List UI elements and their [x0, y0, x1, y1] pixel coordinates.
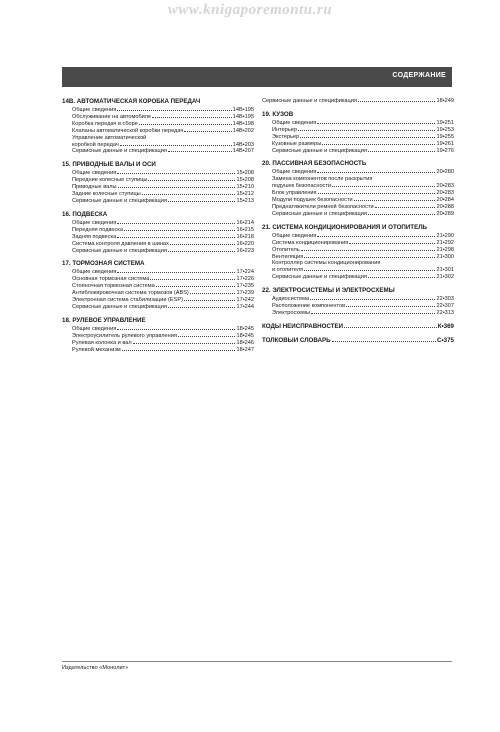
toc-entry-title: Сервисные данные и спецификация: [72, 247, 167, 254]
dot-leader: [349, 243, 435, 244]
dot-leader: [150, 279, 235, 280]
toc-entry[interactable]: [62, 142, 254, 149]
toc-header-bar: [62, 67, 452, 87]
dot-leader: [375, 207, 436, 208]
toc-entry[interactable]: [62, 220, 254, 227]
toc-entry-title: Расположение компонентов: [272, 303, 346, 310]
section-title: 22. ЭЛЕКТРОСИСТЕМЫ И ЭЛЕКТРОСХЕМЫ: [262, 287, 395, 295]
toc-entry-title: Приводные валы: [72, 184, 117, 191]
toc-page-number: 18•249: [436, 98, 454, 104]
toc-entry-title: Передние колесные ступицы: [72, 177, 148, 184]
toc-entry-title: Общие сведения: [72, 269, 117, 276]
dot-leader: [311, 313, 435, 314]
toc-entry-title: Сервисные данные и спецификация: [262, 98, 357, 104]
toc-page-number: 21•302: [436, 274, 454, 281]
dot-leader: [152, 117, 232, 118]
toc-entry[interactable]: [62, 170, 254, 177]
dot-leader: [358, 101, 436, 102]
toc-entry[interactable]: [62, 347, 254, 354]
toc-entry-title: Электросхемы: [272, 309, 311, 316]
toc-entry-title: Сервисные данные и спецификация: [72, 148, 167, 155]
toc-entry-title: Коробка передач в сборе: [72, 120, 138, 127]
toc-page-number: 15•210: [236, 184, 254, 191]
toc-entry[interactable]: [62, 333, 254, 340]
dot-leader: [304, 270, 435, 271]
toc-entry-title: Клапаны автоматической коробки передач: [72, 127, 184, 134]
toc-entry-title: подушек безопасности: [272, 183, 332, 190]
toc-entry-title: Рулевой механизм: [72, 346, 121, 353]
toc-entry[interactable]: [62, 340, 254, 347]
toc-entry[interactable]: [262, 247, 454, 254]
toc-entry[interactable]: [262, 323, 454, 331]
toc-entry[interactable]: [62, 276, 254, 283]
toc-page-number: 14В•195: [232, 113, 254, 120]
toc-entry[interactable]: [262, 267, 454, 274]
toc-entry-title: Задние колесные ступицы: [72, 191, 141, 198]
toc-entry[interactable]: [262, 240, 454, 247]
toc-page-number: 14В•203: [232, 141, 254, 148]
toc-entry-title: Кузовные размеры: [272, 140, 322, 147]
dot-leader: [346, 306, 435, 307]
dot-leader: [133, 343, 236, 344]
toc-page-number: 20•284: [436, 197, 454, 204]
dot-leader: [168, 151, 232, 152]
toc-entry-title: Модули подушек безопасности: [272, 197, 353, 204]
toc-entry-title: Стояночная тормозная система: [72, 283, 155, 290]
section-title: 18. РУЛЕВОЕ УПРАВЛЕНИЕ: [62, 316, 146, 324]
toc-page-number: 17•239: [236, 290, 254, 297]
toc-page-number: 15•212: [236, 191, 254, 198]
section-title: 14В. АВТОМАТИЧЕСКАЯ КОРОБКА ПЕРЕДАЧ: [62, 98, 201, 105]
dot-leader: [168, 201, 236, 202]
dot-leader: [344, 327, 437, 328]
toc-entry-title: Блок управления: [272, 190, 317, 197]
toc-page-number: 18•246: [236, 339, 254, 346]
toc-entry[interactable]: [62, 184, 254, 191]
dot-leader: [300, 137, 435, 138]
toc-section: [262, 287, 454, 317]
section-title: 17. ТОРМОЗНАЯ СИСТЕМА: [62, 260, 145, 268]
toc-left-column: [62, 98, 254, 359]
toc-entry-text: Контроллер системы кондиционирования: [272, 260, 381, 267]
toc-page-number: 14В•207: [232, 148, 254, 155]
toc-page-number: 17•226: [236, 276, 254, 283]
dot-leader: [304, 257, 435, 258]
toc-entry[interactable]: [62, 269, 254, 276]
dot-leader: [317, 172, 435, 173]
toc-entry-title: Общие сведения: [72, 325, 117, 332]
toc-entry-title: Сервисные данные и спецификация: [272, 147, 367, 154]
toc-entry[interactable]: [262, 134, 454, 141]
toc-page-number: 20•289: [436, 210, 454, 217]
toc-page-number: 15•208: [236, 177, 254, 184]
toc-page-number: 18•245: [236, 332, 254, 339]
dot-leader: [310, 299, 435, 300]
toc-entry[interactable]: [262, 190, 454, 197]
toc-page-number: 16•220: [236, 240, 254, 247]
toc-entry[interactable]: [62, 128, 254, 135]
toc-entry-title: Общие сведения: [72, 107, 117, 113]
toc-entry[interactable]: [62, 241, 254, 248]
dot-leader: [168, 251, 236, 252]
toc-entry[interactable]: [262, 254, 454, 261]
toc-entry[interactable]: [262, 148, 454, 155]
toc-section: [62, 211, 254, 255]
toc-entry[interactable]: [62, 304, 254, 311]
toc-section: [262, 98, 454, 105]
dot-leader: [184, 300, 236, 301]
toc-entry[interactable]: [262, 120, 454, 127]
toc-page-number: 22•313: [436, 309, 454, 316]
footer-divider: [62, 661, 452, 662]
toc-page-number: 19•255: [436, 133, 454, 140]
toc-entry[interactable]: [62, 191, 254, 198]
toc-entry-text: Управление автоматической: [72, 134, 147, 141]
toc-page-number: 14В•202: [232, 127, 254, 134]
toc-page-number: 21•298: [436, 246, 454, 253]
toc-entry[interactable]: [62, 148, 254, 155]
toc-entry-title: Электронная система стабилизации (ESP): [72, 297, 183, 304]
dot-leader: [332, 341, 436, 342]
toc-entry-title: Задняя подвеска: [72, 233, 117, 240]
section-title: 15. ПРИВОДНЫЕ ВАЛЫ И ОСИ: [62, 161, 156, 169]
toc-entry[interactable]: [262, 197, 454, 204]
toc-entry-title: Вентиляция: [272, 253, 304, 260]
dot-leader: [122, 350, 236, 351]
dot-leader: [170, 244, 236, 245]
dot-leader: [124, 230, 236, 231]
toc-page-number: 16•223: [236, 247, 254, 254]
toc-entry-title: Антиблокировочная система тормозов (ABS): [72, 290, 189, 297]
toc-entry-title: Интерьер: [272, 126, 297, 133]
toc-section: [62, 161, 254, 205]
toc-entry-title: Сервисные данные и спецификация: [72, 197, 167, 204]
toc-entry-title: Сервисные данные и спецификация: [272, 210, 367, 217]
toc-right-column: [262, 98, 454, 351]
toc-page-number: 18•245: [236, 325, 254, 332]
toc-entry[interactable]: [62, 227, 254, 234]
toc-entry-title: Экстерьер: [272, 133, 300, 140]
dot-leader: [318, 193, 436, 194]
toc-page-number: 21•301: [436, 267, 454, 274]
toc-page-number: К•369: [437, 322, 454, 330]
toc-page-number: 19•261: [436, 140, 454, 147]
toc-page-number: 15•213: [236, 197, 254, 204]
dot-leader: [368, 277, 436, 278]
toc-page-number: 17•224: [236, 269, 254, 276]
toc-page-number: 21•300: [436, 253, 454, 260]
dot-leader: [317, 236, 435, 237]
toc-entry[interactable]: [262, 141, 454, 148]
toc-page-number: 19•276: [436, 147, 454, 154]
toc-entry[interactable]: [262, 183, 454, 190]
toc-section: [262, 160, 454, 217]
toc-page-number: 20•288: [436, 203, 454, 210]
dot-leader: [117, 237, 235, 238]
toc-entry-title: КОДЫ НЕИСПРАВНОСТЕЙ: [262, 322, 344, 330]
toc-section: [62, 260, 254, 310]
dot-leader: [139, 124, 232, 125]
toc-entry[interactable]: [62, 114, 254, 121]
toc-page-number: 16•218: [236, 233, 254, 240]
dot-leader: [156, 286, 236, 287]
dot-leader: [354, 200, 436, 201]
dot-leader: [120, 145, 232, 146]
toc-section: [262, 323, 454, 331]
toc-entry[interactable]: [262, 303, 454, 310]
toc-entry[interactable]: [262, 98, 454, 105]
toc-entry[interactable]: [262, 127, 454, 134]
publisher-footer: Издательство «Монолит»: [62, 665, 129, 671]
toc-entry[interactable]: [262, 233, 454, 240]
dot-leader: [368, 151, 436, 152]
toc-entry-title: Общие сведения: [72, 219, 117, 226]
dot-leader: [368, 214, 436, 215]
toc-entry[interactable]: [62, 248, 254, 255]
toc-entry-title: Система кондиционирования: [272, 239, 349, 246]
toc-entry-title: Передняя подвеска: [72, 226, 123, 233]
toc-page-number: 17•244: [236, 303, 254, 310]
toc-section: [262, 224, 454, 281]
section-title: 19. КУЗОВ: [262, 110, 294, 118]
toc-page-number: 14В•198: [232, 120, 254, 127]
toc-page-number: 17•235: [236, 283, 254, 290]
toc-entry[interactable]: [262, 211, 454, 218]
dot-leader: [332, 186, 435, 187]
toc-entry[interactable]: [62, 177, 254, 184]
toc-entry[interactable]: [262, 274, 454, 281]
toc-entry[interactable]: [262, 296, 454, 303]
toc-entry-title: Основная тормозная система: [72, 276, 150, 283]
toc-entry-title: Рулевая колонка и вал: [72, 339, 132, 346]
toc-page-number: 16•214: [236, 219, 254, 226]
toc-page-number: 22•303: [436, 296, 454, 303]
toc-section: [62, 98, 254, 155]
dot-leader: [301, 250, 436, 251]
toc-entry-title: Электроусилитель рулевого управления: [72, 332, 177, 339]
toc-entry[interactable]: [62, 198, 254, 205]
section-title: 16. ПОДВЕСКА: [62, 210, 108, 218]
toc-entry-title: Общие сведения: [72, 170, 117, 177]
toc-entry-title: Общие сведения: [272, 232, 317, 239]
toc-entry[interactable]: [62, 234, 254, 241]
toc-entry-title: коробкой передач: [72, 141, 119, 148]
toc-entry-title: Аудиосистема: [272, 296, 310, 303]
toc-entry-title: и отопителя: [272, 267, 304, 274]
toc-page-number: 19•251: [436, 119, 454, 126]
toc-page-number: 18•247: [236, 346, 254, 353]
dot-leader: [322, 144, 435, 145]
toc-page-number: 17•242: [236, 297, 254, 304]
section-title: 21. СИСТЕМА КОНДИЦИОНИРОВАНИЯ И ОТОПИТЕЛЬ: [262, 223, 427, 231]
toc-entry[interactable]: [262, 169, 454, 176]
toc-page-number: 19•253: [436, 126, 454, 133]
toc-entry[interactable]: [262, 310, 454, 317]
toc-entry-title: Общие сведения: [272, 169, 317, 176]
toc-page-number: 22•307: [436, 303, 454, 310]
toc-page-number: 20•280: [436, 169, 454, 176]
toc-entry-title: Отопитель: [272, 246, 300, 253]
dot-leader: [117, 110, 231, 111]
toc-entry[interactable]: [62, 107, 254, 114]
dot-leader: [178, 336, 236, 337]
toc-entry[interactable]: [62, 121, 254, 128]
dot-leader: [117, 272, 235, 273]
toc-entry-title: Общие сведения: [272, 119, 317, 126]
toc-page-number: С•375: [437, 336, 454, 344]
toc-page-number: 21•290: [436, 232, 454, 239]
toc-entry-title: Преднатяжители ремней безопасности: [272, 203, 374, 210]
toc-entry-title: Обслуживание на автомобиле: [72, 113, 152, 120]
toc-entry-title: ТОЛКОВЫЙ СЛОВАРЬ: [262, 336, 331, 344]
toc-entry[interactable]: [262, 204, 454, 211]
toc-entry[interactable]: [262, 337, 454, 345]
dot-leader: [184, 131, 232, 132]
dot-leader: [298, 130, 436, 131]
dot-leader: [142, 194, 236, 195]
dot-leader: [118, 187, 236, 188]
dot-leader: [117, 223, 235, 224]
dot-leader: [317, 123, 435, 124]
toc-entry-title: Сервисные данные и спецификация: [72, 303, 167, 310]
toc-section: [262, 111, 454, 155]
toc-entry-text: Замена компонентов после раскрытия: [272, 176, 373, 183]
toc-header-title: СОДЕРЖАНИЕ: [392, 72, 446, 79]
toc-entry[interactable]: [62, 297, 254, 304]
toc-section: [62, 317, 254, 354]
dot-leader: [168, 307, 236, 308]
toc-entry[interactable]: [62, 283, 254, 290]
site-watermark: www.knigaporemontu.ru: [167, 2, 333, 18]
toc-page-number: 20•283: [436, 183, 454, 190]
toc-section: [262, 337, 454, 345]
toc-entry-title: Сервисные данные и спецификация: [272, 274, 367, 281]
dot-leader: [148, 180, 235, 181]
toc-page-number: 20•283: [436, 190, 454, 197]
toc-page-number: 21•292: [436, 239, 454, 246]
toc-entry[interactable]: [62, 326, 254, 333]
dot-leader: [117, 329, 235, 330]
toc-page-number: 15•208: [236, 170, 254, 177]
toc-entry-title: Система контроля давления в шинах: [72, 240, 169, 247]
toc-entry[interactable]: [62, 290, 254, 297]
dot-leader: [190, 293, 236, 294]
toc-page-number: 16•215: [236, 226, 254, 233]
section-title: 20. ПАССИВНАЯ БЕЗОПАСНОСТЬ: [262, 160, 367, 168]
toc-page-number: 14В•195: [232, 107, 254, 113]
dot-leader: [117, 173, 235, 174]
